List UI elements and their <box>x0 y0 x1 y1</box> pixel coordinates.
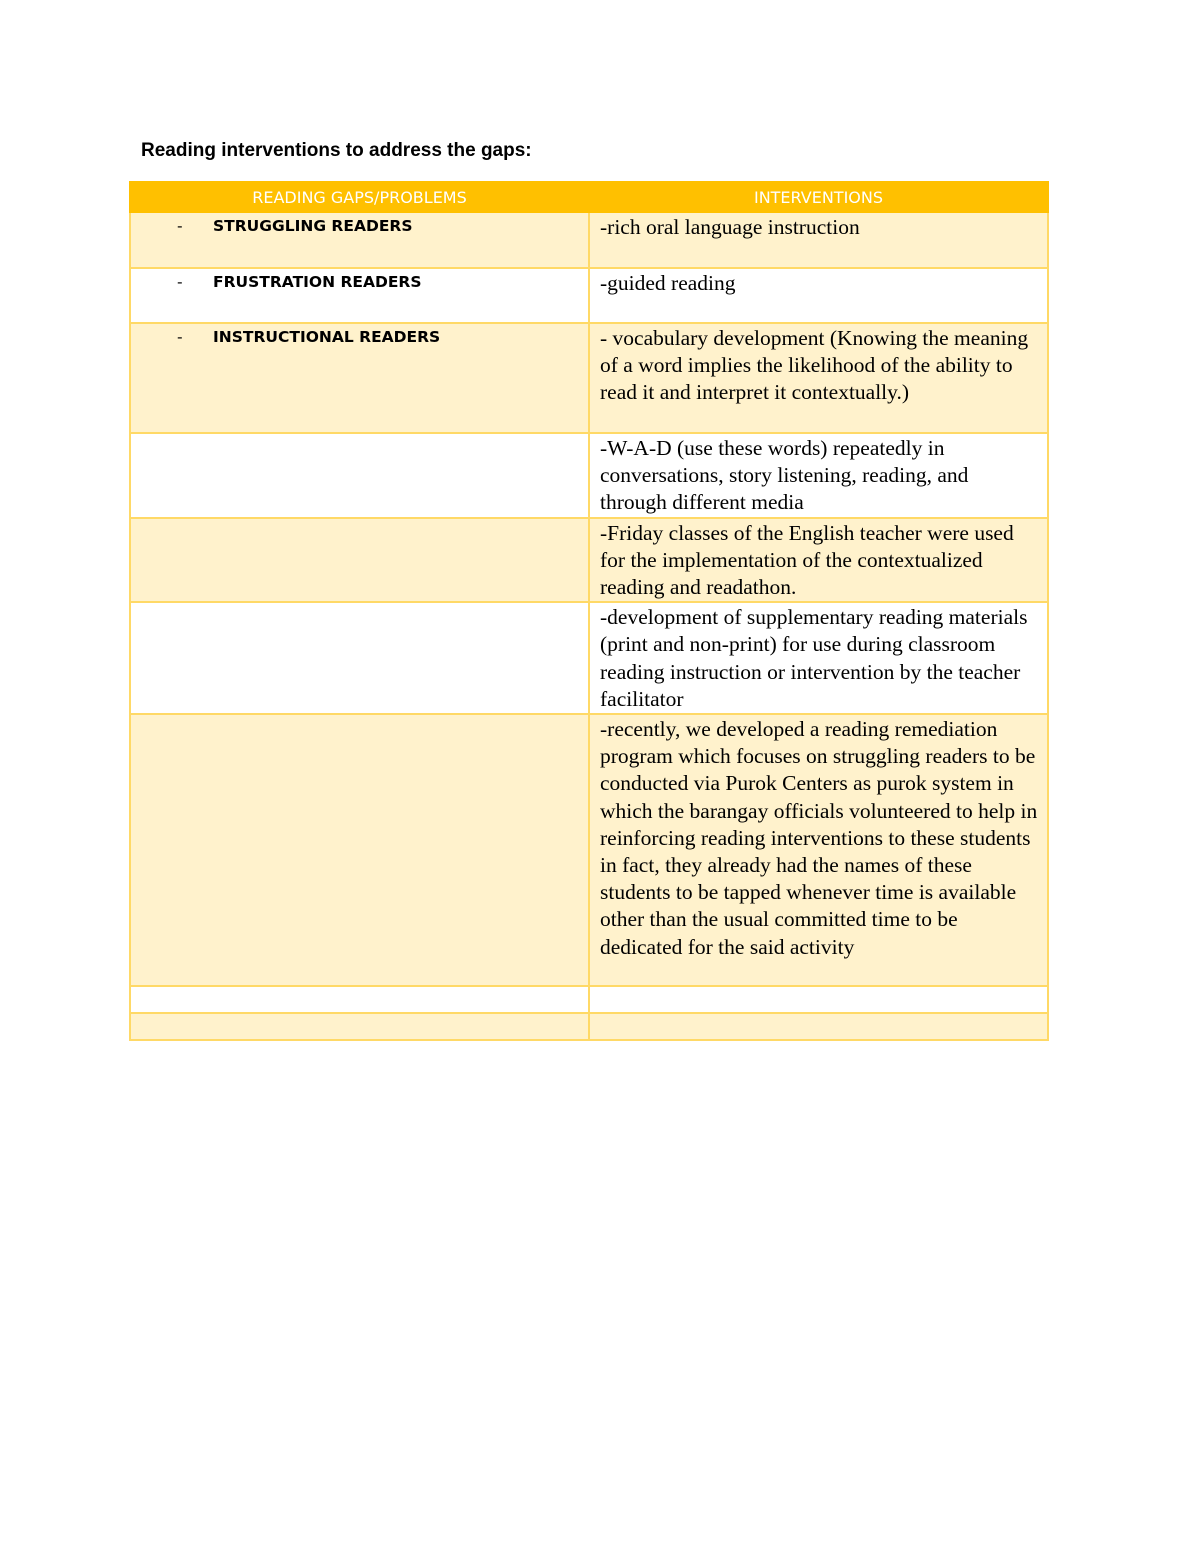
gap-cell <box>130 986 589 1013</box>
table-row <box>130 212 1048 268</box>
intervention-cell <box>589 212 1048 268</box>
gap-label: FRUSTRATION READERS <box>213 273 422 291</box>
document-heading: Reading interventions to address the gaps: <box>141 140 532 161</box>
table-row <box>130 602 1048 714</box>
gap-cell <box>130 1013 589 1040</box>
table-row <box>130 433 1048 518</box>
table-row <box>130 323 1048 433</box>
intervention-text: - vocabulary development (Knowing the meaning of a word implies the likelihood of the ability to read it and interpret it contextually.) <box>600 326 1029 405</box>
bullet-dash: - <box>177 217 183 235</box>
table-header-row <box>130 182 1048 212</box>
intervention-text: -Friday classes of the English teacher were used for the implementation of the contextualized reading and readathon. <box>600 520 1014 600</box>
interventions-table <box>129 181 1049 1041</box>
table-row <box>130 714 1048 986</box>
intervention-cell <box>589 323 1048 433</box>
table-row <box>130 1013 1048 1040</box>
gap-cell <box>130 212 589 268</box>
intervention-text: -guided reading <box>600 271 736 295</box>
intervention-text: -development of supplementary reading materials (print and non-print) for use during classroom reading instruction or intervention by the teacher facilitator <box>600 605 1028 711</box>
intervention-text: -W-A-D (use these words) repeatedly in conversations, story listening, reading, and through different media <box>600 436 969 515</box>
intervention-cell <box>589 714 1048 986</box>
intervention-cell <box>589 602 1048 714</box>
bullet-dash: - <box>177 328 183 346</box>
table-row <box>130 268 1048 323</box>
intervention-cell <box>589 518 1048 603</box>
gap-label: STRUGGLING READERS <box>213 217 413 235</box>
intervention-cell <box>589 433 1048 518</box>
intervention-cell <box>589 986 1048 1013</box>
table-row <box>130 986 1048 1013</box>
gap-cell <box>130 268 589 323</box>
gap-cell <box>130 518 589 603</box>
intervention-cell <box>589 268 1048 323</box>
gap-label: INSTRUCTIONAL READERS <box>213 328 441 346</box>
gap-cell <box>130 433 589 518</box>
intervention-cell <box>589 1013 1048 1040</box>
intervention-text: -rich oral language instruction <box>600 215 860 239</box>
bullet-dash: - <box>177 273 183 291</box>
gap-cell <box>130 323 589 433</box>
table-row <box>130 518 1048 603</box>
gap-cell <box>130 602 589 714</box>
gap-cell <box>130 714 589 986</box>
header-interventions: INTERVENTIONS <box>589 182 1048 212</box>
intervention-text: -recently, we developed a reading remediation program which focuses on struggling readers to be conducted via Purok Centers as purok system in which the barangay officials volunteered to help in reinforcing reading interventions to these students in fact, they already had the names of these students to be tapped whenever time is available other than the usual committed time to be dedicated for the said activity <box>600 717 1038 959</box>
header-reading-gaps: READING GAPS/PROBLEMS <box>130 182 589 212</box>
